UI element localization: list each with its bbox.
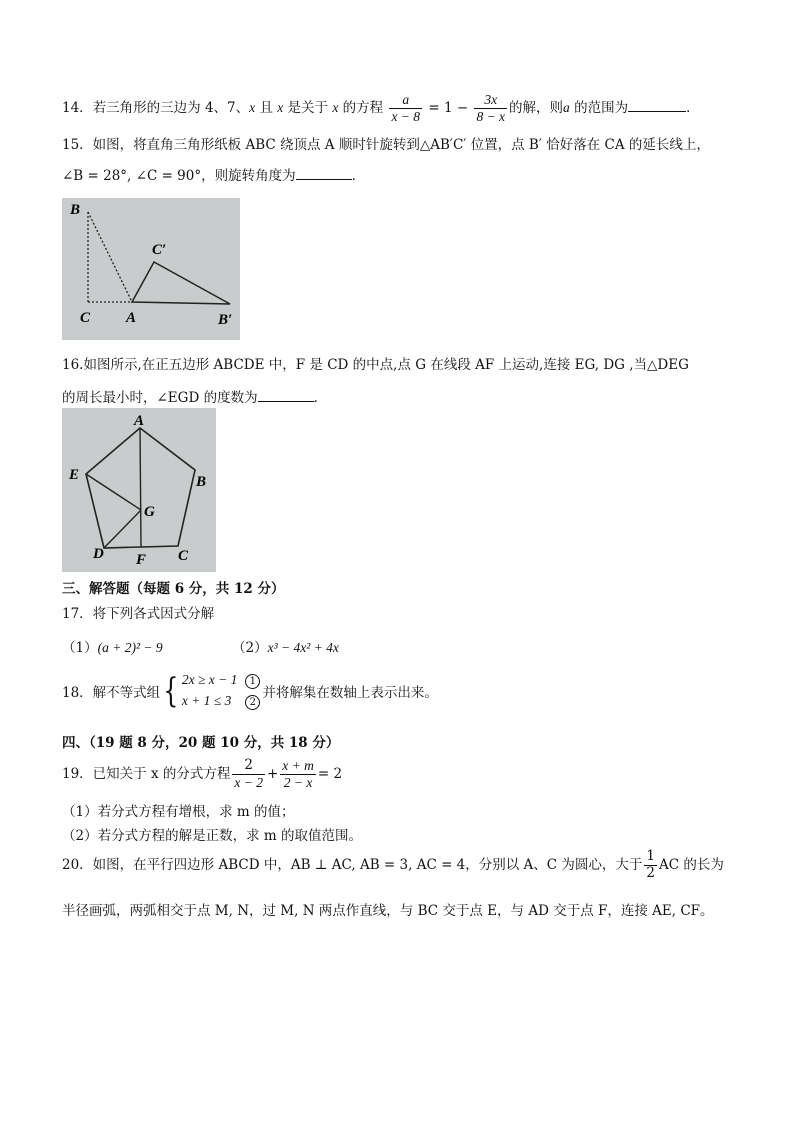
fraction-numerator: x + m: [282, 758, 314, 774]
fraction-denominator: 2 − x: [280, 774, 316, 791]
q14-text: 的解，则: [509, 100, 564, 116]
q17-expression-1: (a + 2)² − 9: [97, 640, 163, 655]
q16-end: ．: [313, 390, 328, 406]
fraction-numerator: 1: [646, 848, 656, 865]
fraction-denominator: x − 2: [234, 775, 263, 790]
q14-var-x: x: [249, 100, 256, 115]
label-B-prime: B′: [218, 312, 233, 328]
q14-prefix: 14．若三角形的三边为 4、7、: [62, 100, 250, 116]
q20-suffix: AC 的长为: [659, 857, 724, 873]
label-D: D: [93, 546, 104, 562]
question-20-line1: [62, 846, 724, 884]
question-16-line2: [62, 386, 327, 406]
answer-blank[interactable]: [628, 99, 686, 112]
circled-two-icon: 2: [245, 695, 260, 710]
q15-end: ．: [351, 168, 366, 184]
q19-fraction-2: [280, 758, 316, 790]
q19-equals: = 2: [317, 766, 343, 782]
label-C: C: [80, 310, 91, 326]
label-B: B: [196, 474, 207, 490]
question-14: [62, 90, 700, 126]
label-G: G: [144, 504, 155, 520]
section-3-heading: 三、解答题（每题 6 分，共 12 分）: [62, 581, 285, 597]
question-19: [62, 754, 342, 794]
q14-var-x: x: [332, 100, 339, 115]
q14-equals: = 1 −: [424, 100, 473, 116]
q14-text: 且: [255, 100, 278, 116]
figure-15-diagram: [62, 198, 240, 340]
q19-prefix: 19．已知关于 x 的分式方程: [62, 766, 231, 782]
question-19-part1: （1）若分式方程有增根，求 m 的值；: [62, 804, 295, 820]
inequality-system: [182, 670, 261, 712]
label-E: E: [69, 467, 80, 483]
fraction-denominator: 2: [646, 865, 656, 881]
q18-suffix: 并将解集在数轴上表示出来。: [262, 684, 438, 701]
figure-16: [62, 408, 216, 572]
label-F: F: [136, 552, 147, 568]
brace-icon: {: [163, 670, 179, 711]
q14-fraction-a: [389, 92, 422, 124]
fraction-denominator: 8 − x: [476, 109, 506, 124]
label-A: A: [126, 310, 137, 326]
question-15-line2: [62, 164, 365, 184]
question-15-line1: 15．如图，将直角三角形纸板 ABC 绕顶点 A 顺时针旋转到△AB′C′ 位置，点 B′ 恰好落在 CA 的延长线上，: [62, 137, 710, 153]
question-17-title: 17．将下列各式因式分解: [62, 606, 215, 622]
inequality-2: x + 1 ≤ 3: [181, 692, 232, 708]
plus-sign: +: [266, 766, 279, 782]
q15-given: ∠B = 28°, ∠C = 90°，则旋转角度为: [62, 168, 296, 184]
figure-15: [62, 198, 240, 340]
answer-blank[interactable]: [296, 167, 352, 180]
q14-text: 的范围为: [569, 100, 629, 116]
q17-expression-2: x³ − 4x² + 4x: [267, 640, 339, 655]
section-4-heading: 四、（19 题 8 分，20 题 10 分，共 18 分）: [62, 735, 340, 751]
q14-var-x: x: [277, 100, 284, 115]
q14-var-a: a: [563, 100, 570, 115]
inequality-1: 2x ≥ x − 1: [181, 672, 238, 687]
q14-text: 是关于: [283, 100, 333, 116]
question-16-line1: 16.如图所示,在正五边形 ABCDE 中，F 是 CD 的中点,点 G 在线段 AF 上运动,连接 EG, DG ,当△DEG: [62, 357, 689, 373]
circled-one-icon: 1: [245, 674, 260, 689]
fraction-numerator: 3x: [484, 92, 498, 108]
fraction-numerator: a: [402, 92, 410, 108]
part-label: （2）: [232, 640, 268, 656]
q14-fraction-3x: [474, 92, 507, 124]
q20-fraction-half: [644, 849, 657, 881]
question-20-line2: 半径画弧，两弧相交于点 M, N，过 M, N 两点作直线，与 BC 交于点 E，与 AD 交于点 F，连接 AE, CF。: [62, 903, 714, 919]
q18-prefix: 18．解不等式组: [62, 684, 161, 701]
fraction-denominator: x − 8: [391, 109, 421, 124]
question-17-part2: [232, 636, 339, 656]
part-label: （1）: [62, 640, 98, 656]
label-A: A: [134, 413, 145, 429]
q14-end: ．: [686, 100, 700, 116]
q16-text: 的周长最小时，∠EGD 的度数为: [62, 390, 258, 406]
question-17-part1: [62, 636, 163, 656]
q20-prefix: 20．如图，在平行四边形 ABCD 中，AB ⊥ AC, AB = 3, AC = 4，分别以 A、C 为圆心，大于: [62, 857, 643, 873]
label-C-prime: C′: [152, 242, 167, 258]
q14-text: 的方程: [338, 100, 388, 116]
question-19-part2: （2）若分式方程的解是正数，求 m 的取值范围。: [62, 828, 362, 844]
label-C: C: [178, 548, 189, 564]
fraction-numerator: 2: [244, 757, 253, 774]
figure-16-diagram: [62, 408, 216, 572]
question-18: [62, 670, 438, 712]
answer-blank[interactable]: [258, 389, 314, 402]
q19-fraction-1: [232, 758, 265, 790]
label-B: B: [70, 202, 81, 218]
